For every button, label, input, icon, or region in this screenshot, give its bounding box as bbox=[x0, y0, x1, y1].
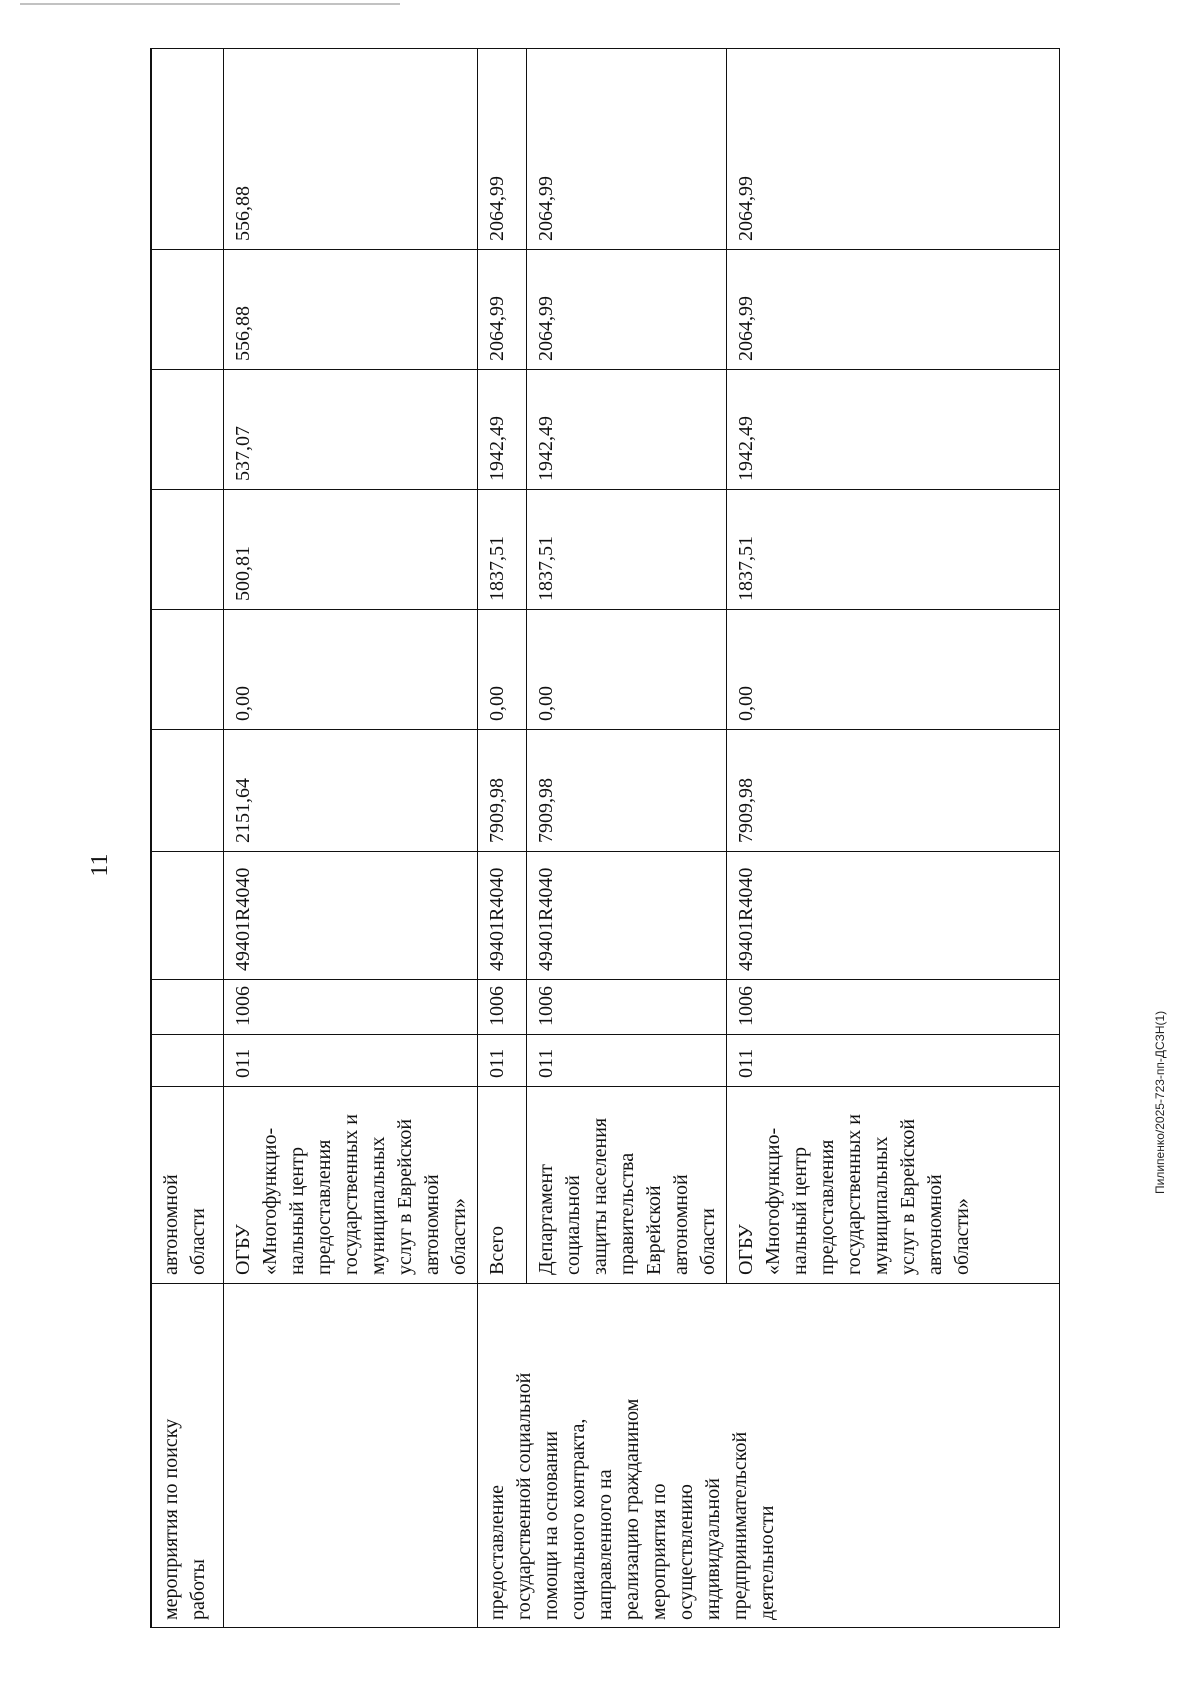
cell-rzpr: 1006 bbox=[527, 980, 727, 1035]
cell-total bbox=[152, 730, 224, 852]
cell-year-4 bbox=[152, 250, 224, 370]
cell-year-1: 0,00 bbox=[727, 610, 1061, 730]
rotated-table-wrapper bbox=[151, 49, 1060, 1628]
cell-year-4: 556,88 bbox=[224, 250, 478, 370]
cell-year-1 bbox=[152, 610, 224, 730]
cell-year-3: 1942,49 bbox=[527, 370, 727, 490]
cell-csr: 49401R4040 bbox=[224, 852, 478, 980]
cell-year-2: 1837,51 bbox=[727, 490, 1061, 610]
cell-year-5: 2064,99 bbox=[478, 49, 527, 250]
financing-table-frame bbox=[150, 48, 1060, 1628]
cell-year-5 bbox=[152, 49, 224, 250]
cell-total: 7909,98 bbox=[727, 730, 1061, 852]
cell-csr bbox=[152, 852, 224, 980]
cell-executor: автономной области bbox=[152, 1087, 224, 1284]
cell-activity: предоставление государственной социальной помощи на основании социального контракта, направленного на реализацию гражданином мероприятия по осуществлению индивидуальной предпринимательской деятельности bbox=[478, 1284, 1061, 1629]
cell-grbs bbox=[152, 1035, 224, 1087]
cell-csr: 49401R4040 bbox=[727, 852, 1061, 980]
cell-grbs: 011 bbox=[527, 1035, 727, 1087]
cell-activity: мероприятия по поиску работы bbox=[152, 1284, 224, 1629]
cell-grbs: 011 bbox=[727, 1035, 1061, 1087]
cell-rzpr: 1006 bbox=[224, 980, 478, 1035]
financing-table bbox=[151, 48, 1060, 1628]
cell-rzpr: 1006 bbox=[727, 980, 1061, 1035]
table-row bbox=[224, 49, 478, 1629]
cell-csr: 49401R4040 bbox=[527, 852, 727, 980]
cell-total: 2151,64 bbox=[224, 730, 478, 852]
cell-year-1: 0,00 bbox=[224, 610, 478, 730]
cell-activity bbox=[224, 1284, 478, 1629]
cell-executor: Департамент социальной защиты населения правительства Еврейской автономной области bbox=[527, 1087, 727, 1284]
cell-total: 7909,98 bbox=[527, 730, 727, 852]
table-row bbox=[478, 49, 527, 1629]
cell-year-4: 2064,99 bbox=[727, 250, 1061, 370]
cell-total: 7909,98 bbox=[478, 730, 527, 852]
cell-year-1: 0,00 bbox=[478, 610, 527, 730]
cell-rzpr bbox=[152, 980, 224, 1035]
cell-year-3: 1942,49 bbox=[727, 370, 1061, 490]
cell-year-4: 2064,99 bbox=[527, 250, 727, 370]
cell-grbs: 011 bbox=[224, 1035, 478, 1087]
cell-rzpr: 1006 bbox=[478, 980, 527, 1035]
cell-year-5: 2064,99 bbox=[727, 49, 1061, 250]
cell-year-5: 556,88 bbox=[224, 49, 478, 250]
cell-year-2: 500,81 bbox=[224, 490, 478, 610]
cell-csr: 49401R4040 bbox=[478, 852, 527, 980]
cell-year-3 bbox=[152, 370, 224, 490]
table-row bbox=[152, 49, 224, 1629]
cell-year-2: 1837,51 bbox=[478, 490, 527, 610]
page-number: 11 bbox=[87, 853, 113, 877]
cell-year-5: 2064,99 bbox=[527, 49, 727, 250]
cell-year-2: 1837,51 bbox=[527, 490, 727, 610]
cell-grbs: 011 bbox=[478, 1035, 527, 1087]
cell-executor: Всего bbox=[478, 1087, 527, 1284]
cell-year-4: 2064,99 bbox=[478, 250, 527, 370]
cell-executor: ОГБУ «Многофункцио- нальный центр предоставления государственных и муниципальных услуг в Еврейской автономной области» bbox=[727, 1087, 1061, 1284]
cell-year-2 bbox=[152, 490, 224, 610]
cell-executor: ОГБУ «Многофункцио- нальный центр предоставления государственных и муниципальных услуг в Еврейской автономной области» bbox=[224, 1087, 478, 1284]
scan-edge-line bbox=[20, 3, 400, 5]
cell-year-3: 1942,49 bbox=[478, 370, 527, 490]
cell-year-3: 537,07 bbox=[224, 370, 478, 490]
cell-year-1: 0,00 bbox=[527, 610, 727, 730]
document-code: Пилипенко/2025-723-пп-ДСЗН(1) bbox=[1153, 1010, 1167, 1194]
